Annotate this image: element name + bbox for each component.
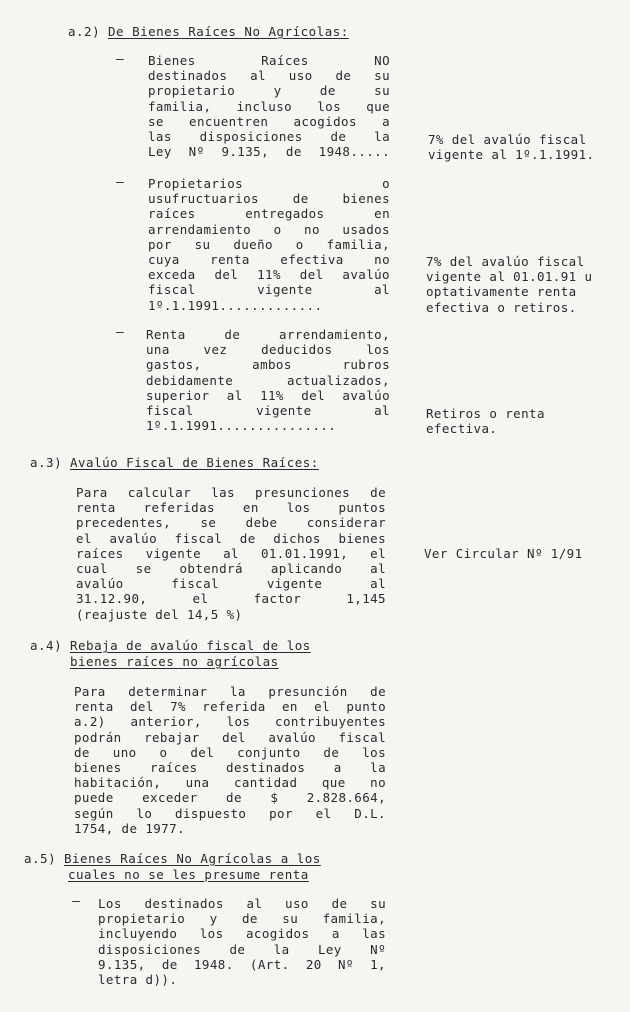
text-line: una vez deducidos los <box>146 342 390 358</box>
text-line: Renta de arrendamiento, <box>146 327 390 342</box>
section-paragraph <box>74 684 386 836</box>
list-dash: – <box>72 894 80 909</box>
text-line: incluyendo los acogidos a las <box>98 926 386 942</box>
text-line: de uno o del conjunto de los <box>74 744 386 760</box>
text-line: fiscal vigente al <box>146 402 390 418</box>
text-line: cuya renta efectiva no <box>148 251 390 267</box>
section-title-cont <box>70 654 279 669</box>
text-line: vigente al 01.01.91 u <box>426 269 593 285</box>
section-heading-a3 <box>30 455 319 470</box>
text-line: 9.135, de 1948. (Art. 20 Nº 1, <box>98 956 386 972</box>
text-line: efectiva o retiros. <box>426 299 577 315</box>
text-line: destinados al uso de su <box>148 68 390 84</box>
text-line: disposiciones de la Ley Nº <box>98 941 386 957</box>
text-line: habitación, una cantidad que no <box>74 775 386 791</box>
text-line: 1754, de 1977. <box>74 820 185 836</box>
item-note <box>426 254 592 315</box>
text-line: Ver Circular Nº 1/91 <box>424 546 583 561</box>
section-label: a.2) <box>68 24 101 39</box>
text-line: propietario y de su <box>148 83 390 99</box>
section-title: De Bienes Raíces No Agrícolas: <box>108 24 349 39</box>
text-line: bienes raíces destinados a la <box>74 759 386 775</box>
text-line: exceda del 11% del avalúo <box>148 267 390 283</box>
text-line: Para determinar la presunción de <box>74 684 386 699</box>
section-title: bienes raíces no agrícolas <box>70 654 279 669</box>
text-line: puede exceder de $ 2.828.664, <box>74 790 386 806</box>
text-line: gastos, ambos rubros <box>146 357 390 373</box>
text-line: renta referidas en los puntos <box>76 500 386 516</box>
list-dash: – <box>116 175 124 190</box>
text-line: 7% del avalúo fiscal <box>426 254 585 269</box>
text-line: 7% del avalúo fiscal <box>428 132 587 147</box>
section-label: a.4) <box>30 638 63 653</box>
list-item-text <box>146 327 390 433</box>
text-line: optativamente renta <box>426 284 577 300</box>
text-line: las disposiciones de la <box>148 128 390 144</box>
item-note <box>428 132 594 162</box>
text-line: familia, incluso los que <box>148 98 390 114</box>
list-dash: – <box>116 325 124 340</box>
list-dash: – <box>116 52 124 67</box>
text-line: avalúo fiscal vigente al <box>76 576 386 592</box>
text-line: raíces entregados en <box>148 206 390 222</box>
section-heading-a5 <box>24 851 321 866</box>
text-line: 31.12.90, el factor 1,145 <box>76 591 386 607</box>
text-line: por su dueño o familia, <box>148 236 390 252</box>
section-note <box>424 546 583 561</box>
text-line: (reajuste del 14,5 %) <box>76 606 243 622</box>
text-line: se encuentren acogidos a <box>148 113 390 129</box>
text-line: arrendamiento o no usados <box>148 221 390 237</box>
text-line: podrán rebajar del avalúo fiscal <box>74 729 386 745</box>
text-line: Bienes Raíces NO <box>148 53 390 68</box>
section-title: cuales no se les presume renta <box>68 867 309 882</box>
text-line: Para calcular las presunciones de <box>76 485 386 500</box>
text-line: el avalúo fiscal de dichos bienes <box>76 530 386 546</box>
text-line: vigente al 1º.1.1991. <box>428 147 595 163</box>
item-note <box>426 406 545 436</box>
text-line: superior al 11% del avalúo <box>146 387 390 403</box>
text-line: precedentes, se debe considerar <box>76 515 386 531</box>
text-line: debidamente actualizados, <box>146 372 390 388</box>
text-line: Los destinados al uso de su <box>98 896 386 911</box>
text-line: Retiros o renta <box>426 406 545 421</box>
text-line: raíces vigente al 01.01.1991, el <box>76 545 386 561</box>
section-title-cont <box>68 867 309 882</box>
text-line: renta del 7% referida en el punto <box>74 699 386 715</box>
section-paragraph <box>76 485 386 622</box>
section-label: a.5) <box>24 851 57 866</box>
text-line: Ley Nº 9.135, de 1948..... <box>148 144 390 160</box>
list-item-text <box>148 53 390 159</box>
section-title: Avalúo Fiscal de Bienes Raíces: <box>70 455 319 470</box>
text-line: 1º.1.1991............... <box>146 418 337 434</box>
text-line: Propietarios o <box>148 176 390 191</box>
list-item-text <box>98 896 386 987</box>
text-line: según lo dispuesto por el D.L. <box>74 805 386 821</box>
text-line: cual se obtendrá aplicando al <box>76 560 386 576</box>
section-heading-a2 <box>68 24 349 39</box>
text-line: usufructuarios de bienes <box>148 191 390 207</box>
text-line: a.2) anterior, los contribuyentes <box>74 714 386 730</box>
text-line: letra d)). <box>98 971 178 987</box>
list-item-text <box>148 176 390 313</box>
section-title: Bienes Raíces No Agrícolas a los <box>64 851 321 866</box>
section-title: Rebaja de avalúo fiscal de los <box>70 638 311 653</box>
section-heading-a4 <box>30 638 311 653</box>
text-line: fiscal vigente al <box>148 282 390 298</box>
text-line: efectiva. <box>426 421 498 437</box>
text-line: propietario y de su familia, <box>98 911 386 927</box>
section-label: a.3) <box>30 455 63 470</box>
text-line: 1º.1.1991............. <box>148 297 323 313</box>
